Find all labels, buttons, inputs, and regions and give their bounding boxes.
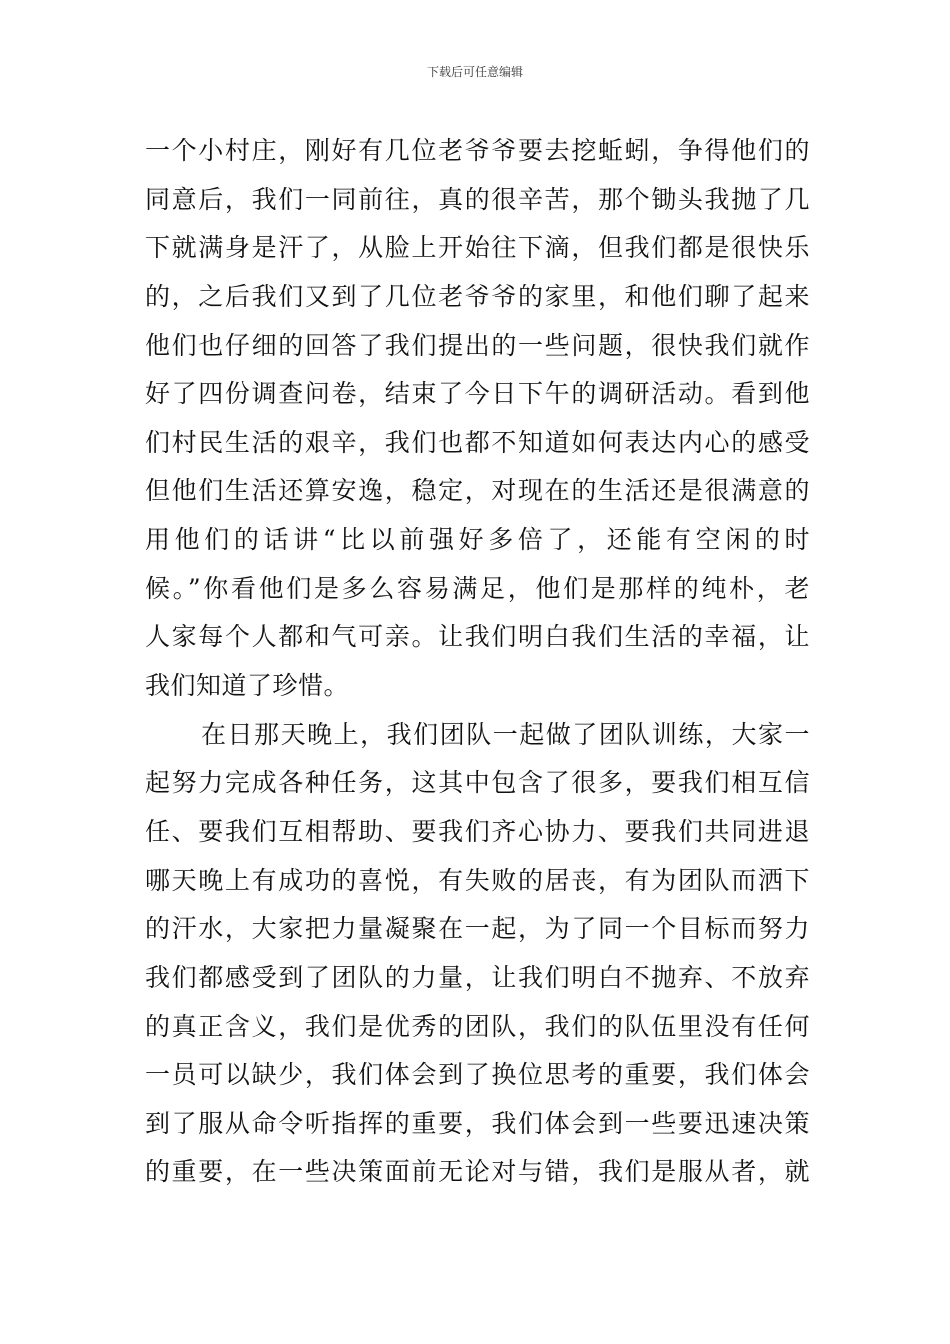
text-line: 候。”你看他们是多么容易满足，他们是那样的纯朴，老 [145,573,810,603]
text-line: 的汗水，大家把力量凝聚在一起，为了同一个目标而努力 [145,914,810,944]
text-line: 同意后，我们一同前往，真的很辛苦，那个锄头我抛了几 [145,184,810,214]
text-line: 起努力完成各种任务，这其中包含了很多，要我们相互信 [145,768,810,798]
text-line: 下就满身是汗了，从脸上开始往下滴，但我们都是很快乐 [145,233,810,263]
text-line: 好了四份调查问卷，结束了今日下午的调研活动。看到他 [145,379,810,409]
text-line: 人家每个人都和气可亲。让我们明白我们生活的幸福，让 [145,622,810,652]
text-line: 哪天晚上有成功的喜悦，有失败的居丧，有为团队而洒下 [145,865,810,895]
text-line: 们村民生活的艰辛，我们也都不知道如何表达内心的感受 [145,427,810,457]
text-line: 的重要，在一些决策面前无论对与错，我们是服从者，就 [145,1157,810,1187]
text-line: 我们都感受到了团队的力量，让我们明白不抛弃、不放弃 [145,962,810,992]
text-line: 在日那天晚上，我们团队一起做了团队训练，大家一 [201,719,810,749]
text-line: 我们知道了珍惜。 [145,671,350,701]
text-line: 的真正含义，我们是优秀的团队，我们的队伍里没有任何 [145,1011,810,1041]
paragraph [145,127,810,711]
paragraph [145,711,810,1197]
text-line: 到了服从命令听指挥的重要，我们体会到一些要迅速决策 [145,1108,810,1138]
body-text [145,127,810,1197]
text-line: 一个小村庄，刚好有几位老爷爷要去挖蚯蚓，争得他们的 [145,136,810,165]
text-line: 任、要我们互相帮助、要我们齐心协力、要我们共同进退 [145,816,810,846]
text-line: 一员可以缺少，我们体会到了换位思考的重要，我们体会 [145,1060,810,1090]
page-header: 下载后可任意编辑 [426,65,523,79]
text-line: 但他们生活还算安逸，稳定，对现在的生活还是很满意的 [145,476,810,506]
text-line: 的，之后我们又到了几位老爷爷的家里，和他们聊了起来 [145,281,810,311]
text-line: 他们也仔细的回答了我们提出的一些问题，很快我们就作 [145,330,810,360]
text-line: 用他们的话讲“比以前强好多倍了，还能有空闲的时 [145,525,810,555]
